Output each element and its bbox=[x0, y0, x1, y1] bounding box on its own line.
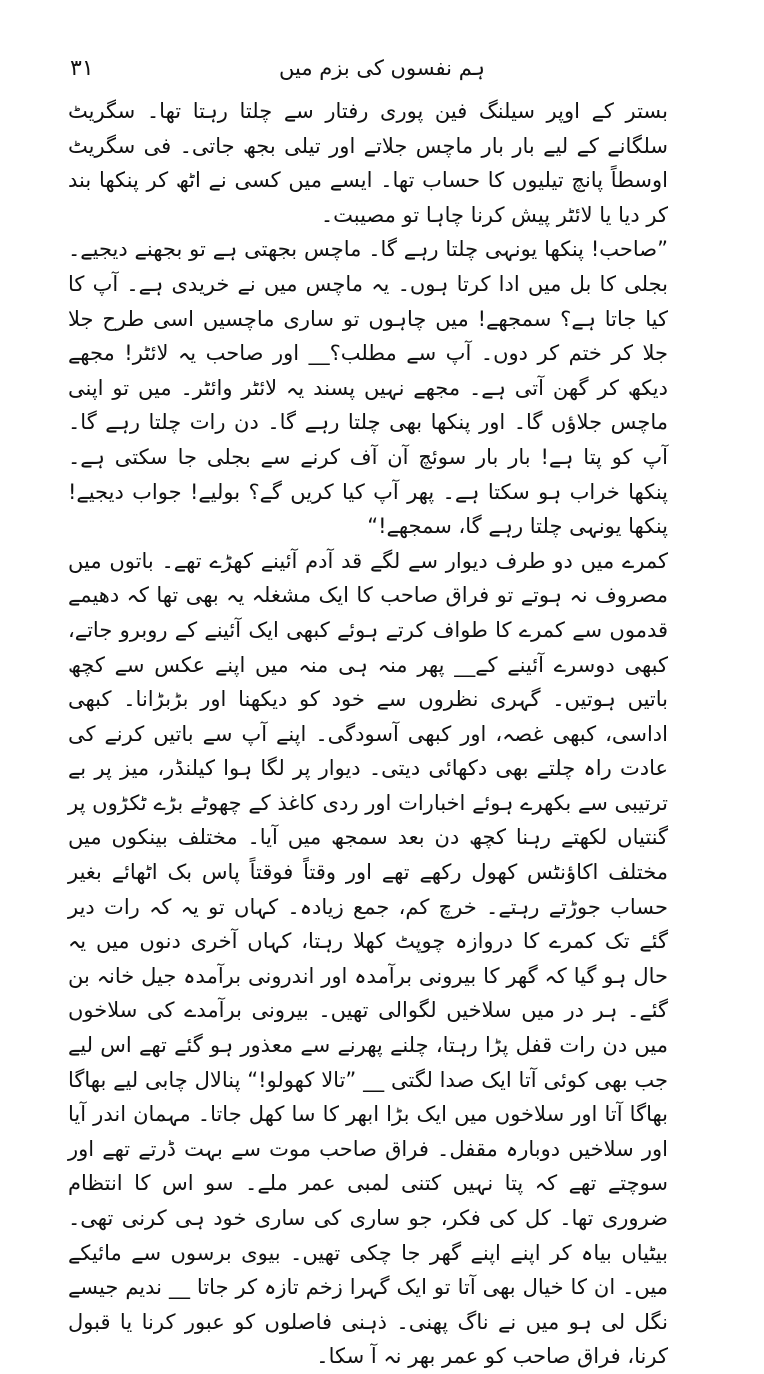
running-head: ہم نفسوں کی بزم میں bbox=[279, 56, 485, 80]
paragraph: کمرے میں دو طرف دیوار سے لگے قد آدم آئینے کھڑے تھے۔ باتوں میں مصروف نہ ہوتے تو فراق صاحب کا ایک مشغلہ یہ بھی تھا کہ دھیمے قدموں سے کمرے کا طواف کرتے ہوئے کبھی ایک آئینے کے روبرو جاتے، کبھی دوسرے آئینے کے__ پھر منہ ہی منہ میں اپنے عکس سے کچھ باتیں ہوتیں۔ گہری نظروں سے خود کو دیکھنا اور بڑبڑانا۔ کبھی اداسی، کبھی غصہ، اور کبھی آسودگی۔ اپنے آپ سے باتیں کرنے کی عادت راہ چلتے بھی دکھائی دیتی۔ دیوار پر لگا ہوا کیلنڈر، میز پر بے ترتیبی سے بکھرے ہوئے اخبارات اور ردی کاغذ کے چھوٹے بڑے ٹکڑوں پر گنتیاں لکھتے رہنا کچھ دن بعد سمجھ میں آیا۔ مختلف بینکوں میں مختلف اکاؤنٹس کھول رکھے تھے اور وقتاً فوقتاً پاس بک اٹھائے بغیر حساب جوڑتے رہتے۔ خرچ کم، جمع زیادہ۔ کہاں تو یہ کہ رات دیر گئے تک کمرے کا دروازہ چوپٹ کھلا رہتا، کہاں آخری دنوں میں یہ حال ہو گیا کہ گھر کا بیرونی برآمدہ اور اندرونی برآمدہ جیل خانہ بن گئے۔ ہر در میں سلاخیں لگوالی تھیں۔ بیرونی برآمدے کی سلاخوں میں دن رات قفل پڑا رہتا، چلنے پھرنے سے معذور ہو گئے تھے اس لیے جب بھی کوئی آتا ایک صدا لگتی __ ”تالا کھولو!“ پنالال چابی لیے بھاگا بھاگا آتا اور سلاخوں میں ایک بڑا ابھر کا سا کھل جاتا۔ مہمان اندر آیا اور سلاخیں دوبارہ مقفل۔ فراق صاحب موت سے بہت ڈرتے تھے اور سوچتے تھے کہ پتا نہیں کتنی لمبی عمر ملے۔ سو اس کا انتظام ضروری تھا۔ کل کی فکر، جو ساری کی ساری خود ہی کرنی تھی۔ بیٹیاں بیاہ کر اپنے اپنے گھر جا چکی تھیں۔ بیوی برسوں سے مائیکے میں۔ ان کا خیال بھی آتا تو ایک گہرا زخم تازہ کر جاتا __ ندیم جیسے نگل لی ہو میں نے ناگ پھنی۔ ذہنی فاصلوں کو عبور کرنا یا قبول کرنا، فراق صاحب کو عمر بھر نہ آ سکا۔ bbox=[68, 548, 668, 1369]
page-number: ۳۱ bbox=[70, 56, 94, 81]
paragraph: ”صاحب! پنکھا یونہی چلتا رہے گا۔ ماچس بجھتی ہے تو بجھنے دیجیے۔ بجلی کا بل میں ادا کرتا ہوں۔ یہ ماچس میں نے خریدی ہے۔ آپ کا کیا جاتا ہے؟ سمجھے! میں چاہوں تو ساری ماچسیں اسی طرح جلا جلا کر ختم کر دوں۔ آپ سے مطلب؟__ اور صاحب یہ لائٹر! مجھے دیکھ کر گھن آتی ہے۔ مجھے نہیں پسند یہ لائٹر وائٹر۔ میں تو اپنی ماچس جلاؤں گا۔ اور پنکھا بھی چلتا رہے گا۔ دن رات چلتا رہے گا۔ آپ کو پتا ہے! بار بار سوئچ آن آف کرنے سے بجلی جا سکتی ہے۔ پنکھا خراب ہو سکتا ہے۔ پھر آپ کیا کریں گے؟ بولیے! جواب دیجیے! پنکھا یونہی چلتا رہے گا، سمجھے!“ bbox=[68, 237, 668, 539]
body-text bbox=[68, 94, 668, 1374]
paragraph: بستر کے اوپر سیلنگ فین پوری رفتار سے چلتا رہتا تھا۔ سگریٹ سلگانے کے لیے بار بار ماچس جلاتے اور تیلی بجھ جاتی۔ فی سگریٹ اوسطاً پانچ تیلیوں کا حساب تھا۔ ایسے میں کسی نے اٹھ کر پنکھا بند کر دیا یا لائٹر پیش کرنا چاہا تو مصیبت۔ bbox=[68, 99, 668, 227]
